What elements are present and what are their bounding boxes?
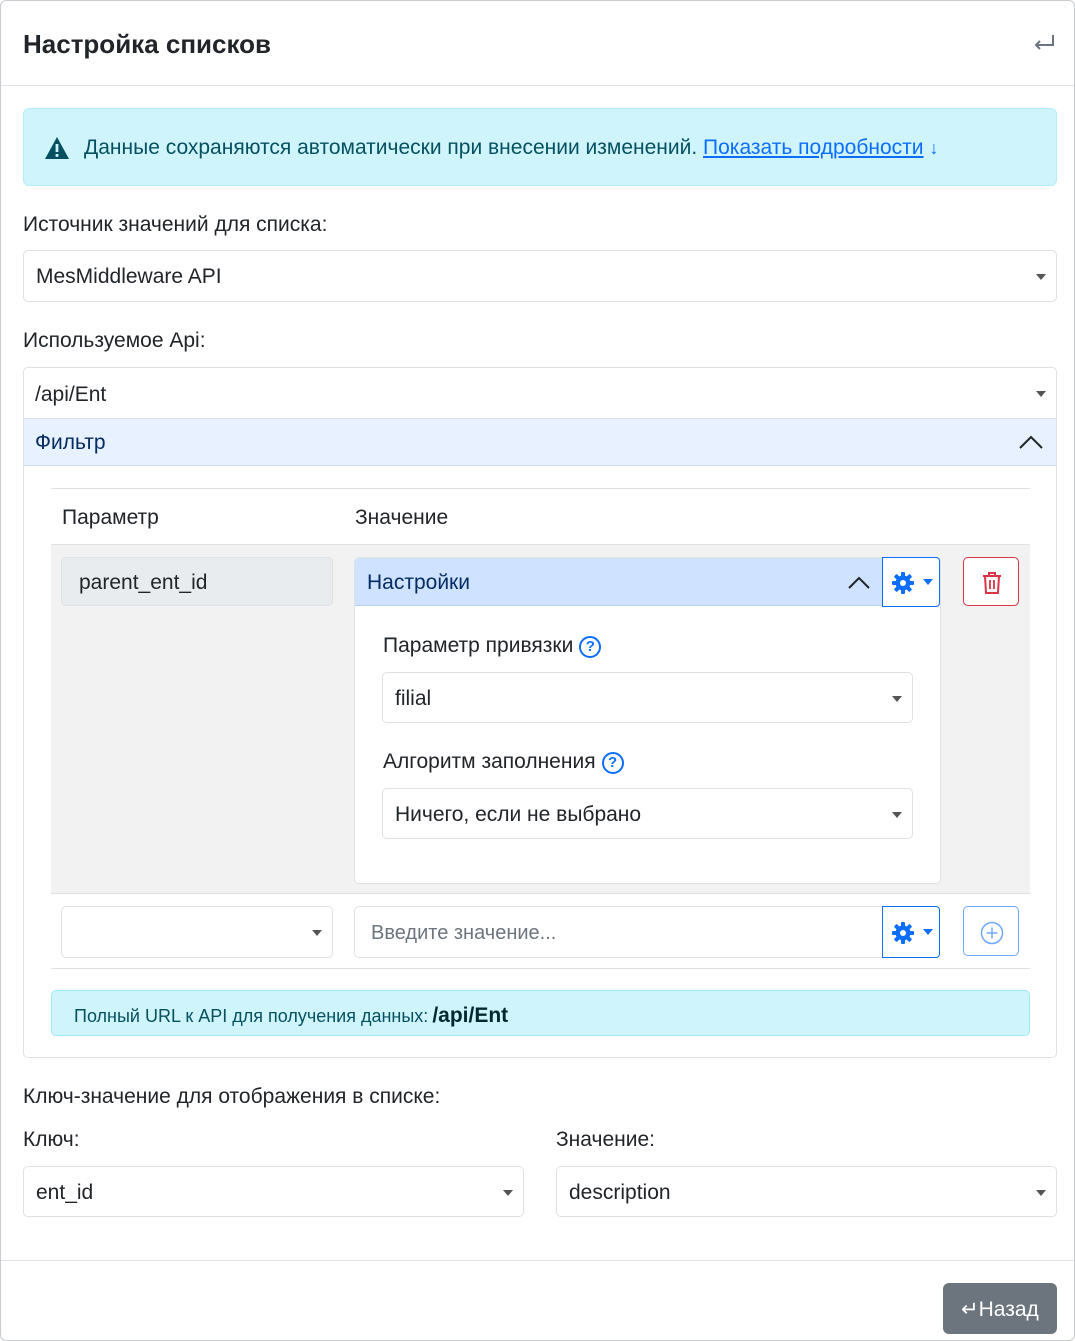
caret-down-icon <box>312 930 322 936</box>
value-select-value: description <box>569 1181 671 1204</box>
source-select-value: MesMiddleware API <box>36 265 222 288</box>
api-panel <box>23 367 1057 1058</box>
algorithm-select[interactable] <box>382 788 913 839</box>
caret-down-icon <box>923 929 933 935</box>
binding-select-value: filial <box>395 687 432 710</box>
gear-icon <box>891 571 915 595</box>
param-name-field: parent_ent_id <box>61 557 333 606</box>
key-select-value: ent_id <box>36 1181 94 1204</box>
source-select[interactable] <box>23 250 1057 302</box>
settings-title: Настройки <box>367 571 470 594</box>
api-label: Используемое Api: <box>23 329 206 352</box>
table-divider <box>51 488 1030 489</box>
modal-header <box>1 1 1074 86</box>
return-icon[interactable] <box>1030 29 1058 57</box>
new-value-placeholder: Введите значение... <box>371 922 557 944</box>
key-select[interactable] <box>23 1166 524 1217</box>
back-button[interactable] <box>943 1283 1057 1334</box>
algorithm-label: Алгоритм заполнения <box>383 750 596 773</box>
source-label: Источник значений для списка: <box>23 213 328 236</box>
new-param-select[interactable] <box>61 906 333 958</box>
caret-down-icon <box>892 696 902 702</box>
full-url-info <box>51 990 1030 1036</box>
key-value-section-label: Ключ-значение для отображения в списке: <box>23 1085 441 1108</box>
back-button-label: ↵Назад <box>961 1298 1039 1321</box>
chevron-up-icon <box>847 573 871 591</box>
caret-down-icon <box>892 812 902 818</box>
column-header-value: Значение <box>355 506 449 529</box>
api-select[interactable] <box>24 368 1056 419</box>
caret-down-icon <box>923 579 933 585</box>
row-settings-dropdown-button[interactable] <box>882 557 940 607</box>
new-filter-row <box>51 894 1030 969</box>
help-icon[interactable]: ? <box>579 636 601 658</box>
caret-down-icon <box>1036 274 1046 280</box>
algorithm-select-value: Ничего, если не выбрано <box>395 803 642 826</box>
chevron-up-icon <box>1018 433 1044 451</box>
footer-divider <box>1 1260 1074 1261</box>
caret-down-icon <box>1036 391 1046 397</box>
value-label: Значение: <box>556 1128 655 1151</box>
filter-row <box>51 544 1030 894</box>
full-url-label: Полный URL к API для получения данных: <box>74 1006 429 1026</box>
value-select[interactable] <box>556 1166 1057 1217</box>
arrow-down-icon: ↓ <box>929 138 939 158</box>
help-icon[interactable]: ? <box>602 752 624 774</box>
new-row-settings-dropdown-button[interactable] <box>882 906 940 958</box>
binding-select[interactable] <box>382 672 913 723</box>
delete-row-button[interactable] <box>963 557 1019 606</box>
column-header-param: Параметр <box>62 506 159 529</box>
plus-circle-icon <box>980 921 1004 945</box>
trash-icon <box>981 571 1003 595</box>
new-value-input[interactable] <box>354 906 883 958</box>
caret-down-icon <box>503 1190 513 1196</box>
settings-card <box>354 557 941 884</box>
settings-accordion-header[interactable] <box>355 558 883 606</box>
binding-label: Параметр привязки <box>383 634 574 657</box>
filter-title: Фильтр <box>35 431 106 454</box>
autosave-alert <box>23 108 1057 186</box>
key-label: Ключ: <box>23 1128 80 1151</box>
api-select-value: /api/Ent <box>35 383 107 406</box>
filter-accordion-header[interactable] <box>24 419 1056 466</box>
show-details-link[interactable]: Показать подробности <box>703 136 924 159</box>
modal-title: Настройка списков <box>23 29 272 59</box>
alert-message: Данные сохраняются автоматически при внесении изменений. <box>84 136 698 159</box>
add-row-button[interactable] <box>963 906 1019 956</box>
full-url-value: /api/Ent <box>432 1004 509 1027</box>
gear-icon <box>891 921 915 945</box>
warning-icon <box>44 136 70 160</box>
caret-down-icon <box>1036 1190 1046 1196</box>
